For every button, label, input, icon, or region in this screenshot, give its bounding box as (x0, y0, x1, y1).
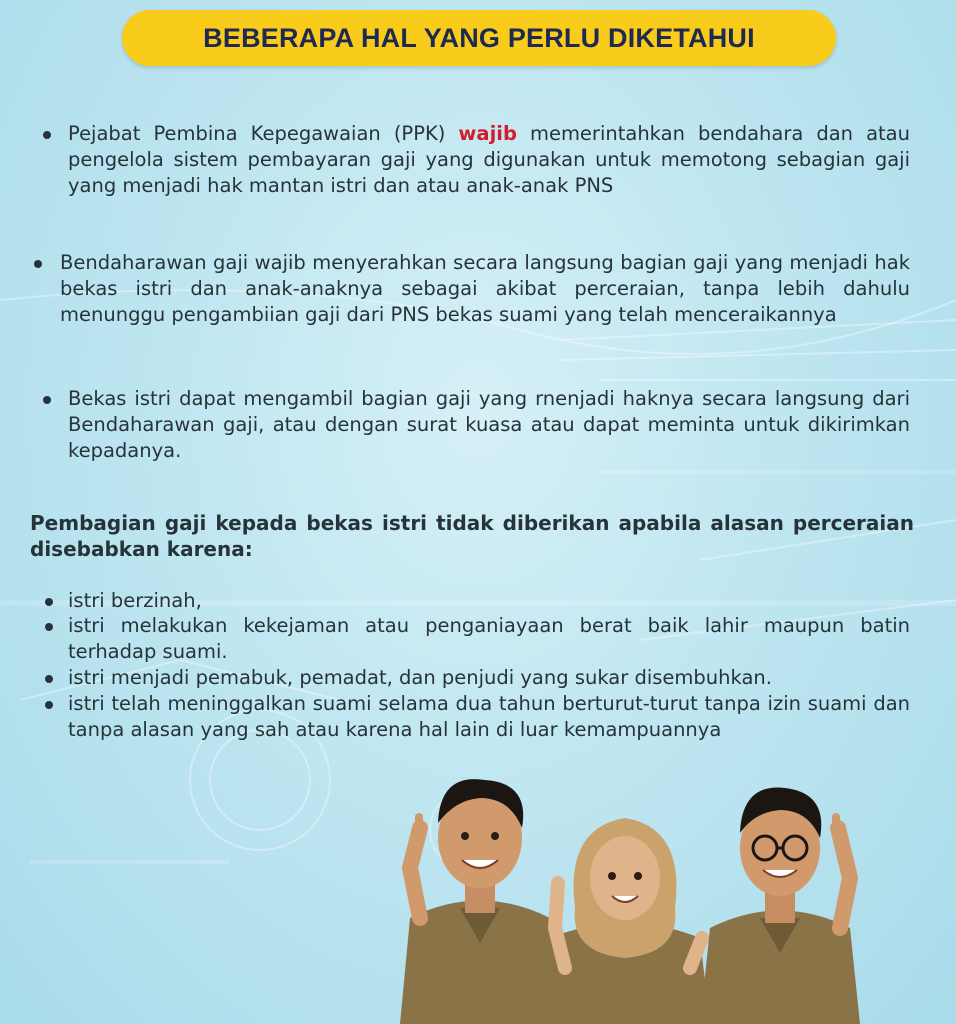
reason-2: istri melakukan kekejaman atau penganiayaan berat baik lahir maupun batin terhadap suami. (68, 614, 910, 663)
bullet-dot (45, 701, 53, 709)
bullet-dot (43, 131, 51, 139)
bullet-text-2: Bendaharawan gaji wajib menyerahkan secara langsung bagian gaji yang menjadi hak bekas istri dan anak-anaknya sebagai akibat perceraian, tanpa lebih dahulu menunggu pengambiian gaji dari PNS bekas suami yang telah menceraikannya (60, 251, 910, 326)
bullet-dot (43, 396, 51, 404)
man-right-figure (700, 788, 860, 1024)
reason-3: istri menjadi pemabuk, pemadat, dan penjudi yang sukar disembuhkan. (68, 666, 772, 689)
bullet-text-1 (68, 121, 910, 199)
reason-4: istri telah meninggalkan suami selama dua tahun berturut-turut tanpa izin suami dan tanpa alasan yang sah atau karena hal lain di luar kemampuannya (68, 692, 910, 741)
man-left-figure (400, 779, 560, 1024)
bullet-1-after: memerintahkan bendahara dan atau pengelola sistem pembayaran gaji yang digunakan untuk memotong sebagian gaji yang menjadi hak mantan istri dan atau anak-anak PNS (68, 122, 910, 197)
title-banner (122, 10, 836, 66)
bullet-dot (45, 623, 53, 631)
bullet-dot (45, 598, 53, 606)
bullet-1-before: Pejabat Pembina Kepegawaian (PPK) (68, 122, 459, 145)
bullet-text-3: Bekas istri dapat mengambil bagian gaji yang rnenjadi haknya secara langsung dari Bendaharawan gaji, atau dengan surat kuasa atau dapat meminta untuk dikirimkan kepadanya. (68, 387, 910, 462)
emphasis-wajib: wajib (458, 122, 517, 145)
page-title: BEBERAPA HAL YANG PERLU DIKETAHUI (203, 22, 755, 53)
bullet-dot (34, 260, 42, 268)
woman-middle-figure (540, 818, 710, 1024)
bullet-dot (45, 675, 53, 683)
reason-1: istri berzinah, (68, 589, 202, 612)
civil-servants-illustration (380, 768, 880, 1024)
subheading: Pembagian gaji kepada bekas istri tidak diberikan apabila alasan perceraian disebabkan karena: (30, 511, 914, 561)
